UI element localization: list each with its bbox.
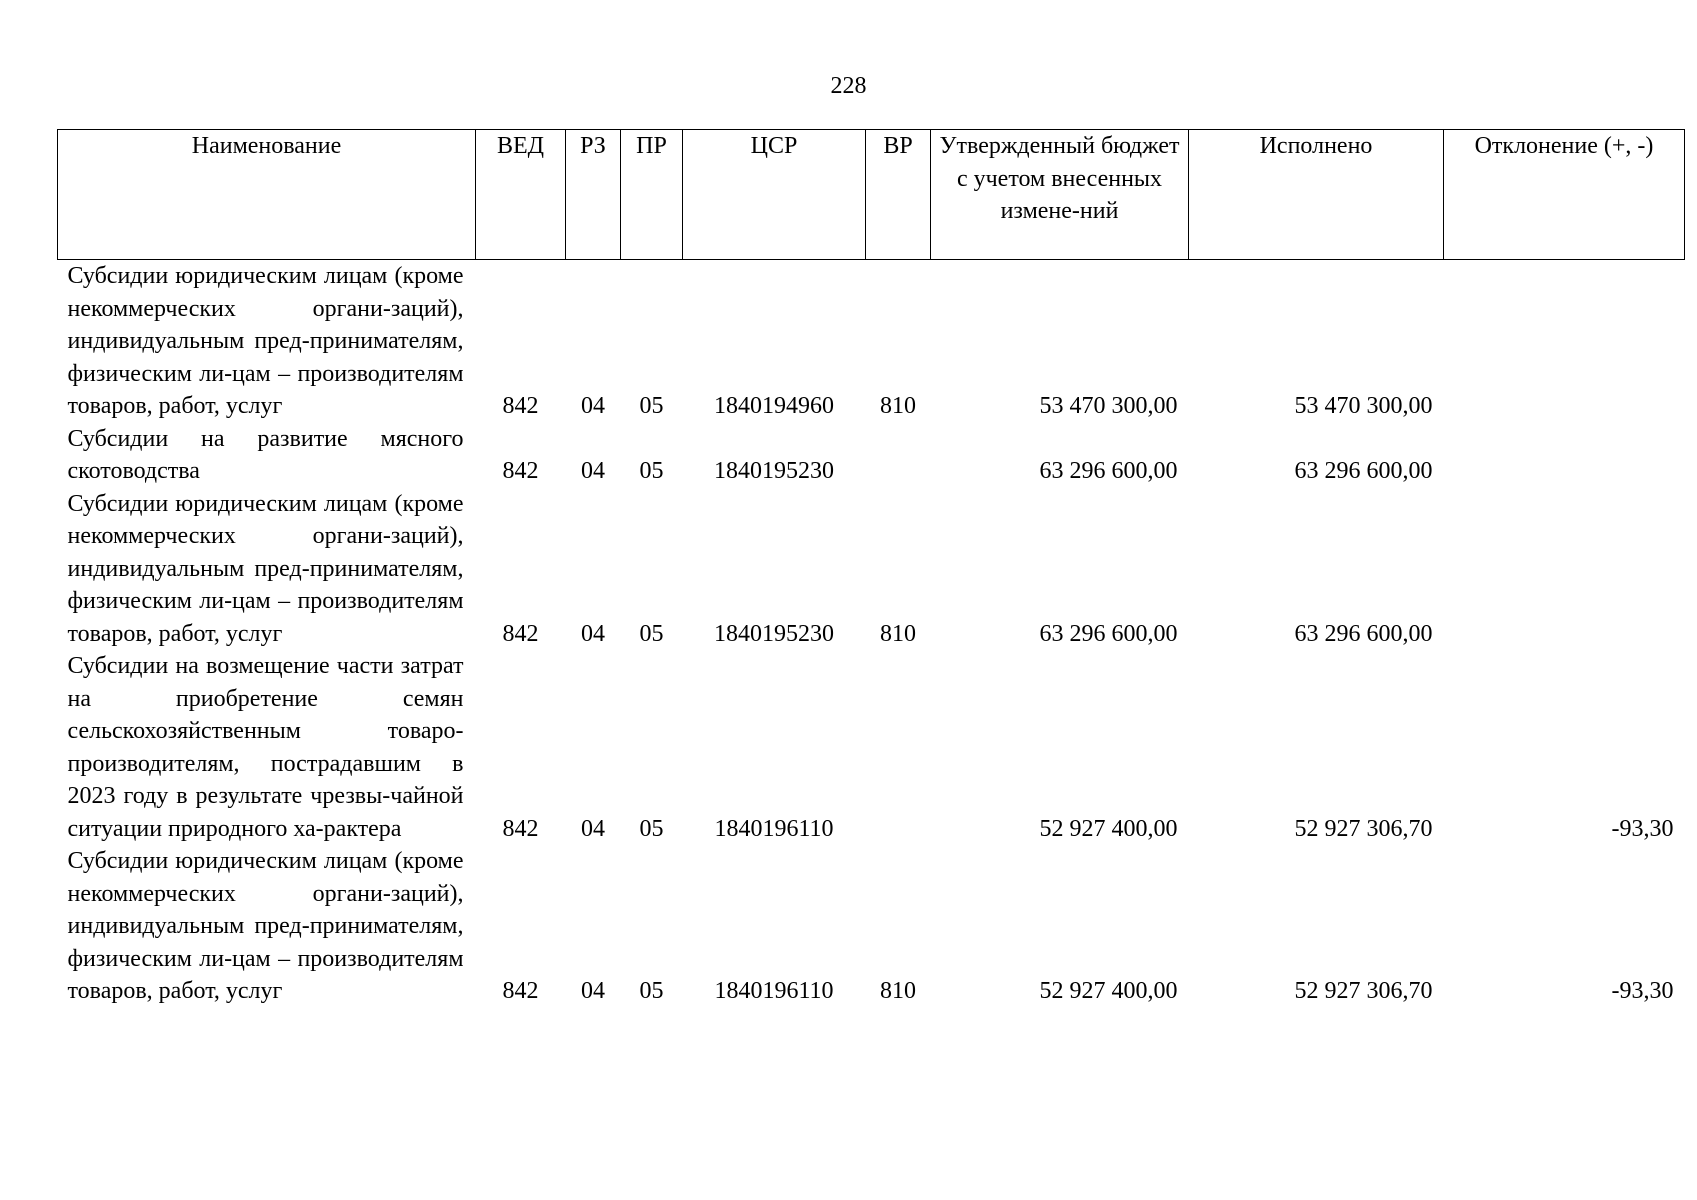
budget-execution-table bbox=[57, 129, 1685, 1008]
row-name: Субсидии юридическим лицам (кроме некоммерческих органи-заций), индивидуальным пред-принимателям, физическим ли-цам – производителям товаров, работ, услуг bbox=[67, 848, 464, 1004]
row-ved: 842 bbox=[502, 458, 539, 484]
header-approved: Утвержденный бюджет с учетом внесенных измене-ний bbox=[931, 130, 1189, 260]
row-csr: 1840195230 bbox=[714, 458, 834, 484]
row-executed: 52 927 306,70 bbox=[1294, 815, 1433, 842]
header-csr: ЦСР bbox=[683, 130, 866, 260]
row-ved: 842 bbox=[502, 620, 539, 647]
page-number: 228 bbox=[830, 73, 867, 99]
row-rz: 04 bbox=[581, 815, 605, 842]
row-pr: 05 bbox=[639, 393, 664, 419]
row-vr: 810 bbox=[880, 393, 916, 419]
header-rz: РЗ bbox=[566, 130, 621, 260]
table-body bbox=[58, 260, 1685, 1008]
table-row bbox=[58, 845, 1685, 1008]
row-executed: 63 296 600,00 bbox=[1294, 458, 1433, 484]
row-name: Субсидии юридическим лицам (кроме некоммерческих органи-заций), индивидуальным пред-принимателям, физическим ли-цам – производителям товаров, работ, услуг bbox=[67, 263, 464, 419]
row-executed: 63 296 600,00 bbox=[1294, 620, 1433, 647]
table-row bbox=[58, 423, 1685, 488]
row-rz: 04 bbox=[581, 393, 605, 419]
header-executed: Исполнено bbox=[1189, 130, 1444, 260]
row-deviation bbox=[1444, 423, 1685, 488]
row-deviation bbox=[1444, 488, 1685, 651]
row-pr: 05 bbox=[639, 458, 664, 484]
row-pr: 05 bbox=[639, 815, 664, 842]
row-pr: 05 bbox=[639, 620, 664, 647]
row-approved: 53 470 300,00 bbox=[1039, 393, 1178, 419]
row-ved: 842 bbox=[502, 978, 539, 1004]
header-vr: ВР bbox=[866, 130, 931, 260]
row-name: Субсидии на развитие мясного скотоводства bbox=[67, 425, 464, 484]
table-row bbox=[58, 260, 1685, 423]
table-header bbox=[58, 130, 1685, 260]
table-row bbox=[58, 650, 1685, 845]
row-pr: 05 bbox=[639, 978, 664, 1004]
row-executed: 53 470 300,00 bbox=[1294, 393, 1433, 419]
row-vr: 810 bbox=[880, 620, 916, 647]
header-deviation: Отклонение (+, -) bbox=[1444, 130, 1685, 260]
row-deviation: -93,30 bbox=[1611, 978, 1674, 1004]
row-ved: 842 bbox=[502, 815, 539, 842]
row-rz: 04 bbox=[581, 458, 605, 484]
row-rz: 04 bbox=[581, 978, 605, 1004]
header-name: Наименование bbox=[58, 130, 476, 260]
row-csr: 1840194960 bbox=[714, 393, 834, 419]
row-name: Субсидии юридическим лицам (кроме некоммерческих органи-заций), индивидуальным пред-принимателям, физическим ли-цам – производителям товаров, работ, услуг bbox=[67, 490, 464, 647]
row-vr bbox=[866, 650, 931, 845]
row-deviation: -93,30 bbox=[1611, 815, 1674, 842]
row-deviation bbox=[1444, 260, 1685, 423]
row-vr bbox=[866, 423, 931, 488]
row-executed: 52 927 306,70 bbox=[1294, 978, 1433, 1004]
header-ved: ВЕД bbox=[476, 130, 566, 260]
row-vr: 810 bbox=[880, 978, 916, 1004]
row-name: Субсидии на возмещение части затрат на приобретение семян сельскохозяйственным товаро-производителям, пострадавшим в 2023 году в результате чрезвы-чайной ситуации природного ха-рактера bbox=[67, 653, 464, 842]
header-pr: ПР bbox=[621, 130, 683, 260]
header-row bbox=[58, 130, 1685, 260]
row-csr: 1840196110 bbox=[714, 978, 834, 1004]
row-approved: 63 296 600,00 bbox=[1039, 458, 1178, 484]
table-row bbox=[58, 488, 1685, 651]
row-csr: 1840196110 bbox=[714, 815, 834, 842]
row-approved: 52 927 400,00 bbox=[1039, 978, 1178, 1004]
row-approved: 63 296 600,00 bbox=[1039, 620, 1178, 647]
row-approved: 52 927 400,00 bbox=[1039, 815, 1178, 842]
row-rz: 04 bbox=[581, 620, 605, 647]
row-csr: 1840195230 bbox=[714, 620, 834, 647]
row-ved: 842 bbox=[502, 393, 539, 419]
